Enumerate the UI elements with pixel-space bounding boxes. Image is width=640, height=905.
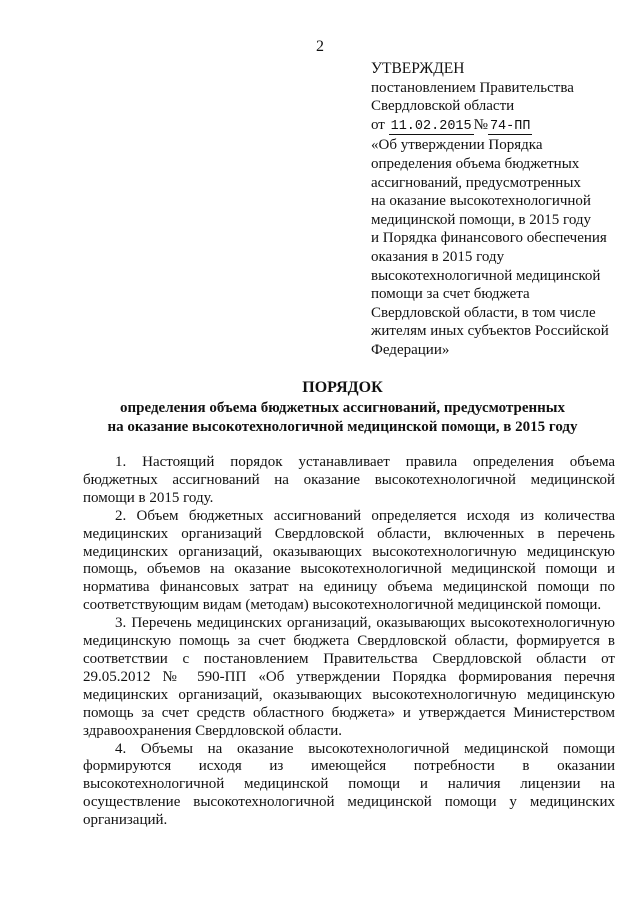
decree-title-line: ассигнований, предусмотренных	[371, 174, 581, 191]
decree-title-line: оказания в 2015 году	[371, 248, 505, 265]
decree-title	[371, 136, 616, 359]
paragraph-3: 3. Перечень медицинских организаций, оказывающих высокотехнологичную медицинскую помощь за счет бюджета Свердловской области, формируется в соответствии с постановлением Правительства Свердловской области от 29.05.2012 № 590-ПП «Об утверждении Порядка формирования перечня медицинских организаций, оказывающих высокотехнологичную медицинскую помощь за счет средств областного бюджета» и утверждается Министерством здравоохранения Свердловской области.	[83, 615, 615, 739]
decree-title-line: определения объема бюджетных	[371, 155, 580, 172]
decree-title-line: и Порядка финансового обеспечения	[371, 230, 607, 247]
approval-line-2: Свердловской области	[371, 98, 515, 115]
date-prefix: от	[371, 116, 385, 133]
approval-line-1: постановлением Правительства	[371, 79, 574, 96]
decree-title-line: помощи за счет бюджета	[371, 286, 530, 303]
decree-title-line: Свердловской области, в том числе	[371, 304, 596, 321]
subtitle-line: определения объема бюджетных ассигнований, предусмотренных	[120, 400, 565, 416]
decree-title-line: на оказание высокотехнологичной	[371, 193, 591, 210]
approval-block	[371, 60, 616, 360]
approval-date-line	[371, 116, 616, 137]
paragraph-2: 2. Объем бюджетных ассигнований определяется исходя из количества медицинских организаций Свердловской области, включенных в перечень медицинских организаций, оказывающих высокотехнологичную медицинскую помощь, объемов на оказание высокотехнологичной медицинской помощи и норматива финансовых затрат на единицу объема медицинской помощи по соответствующим видам (методам) высокотехнологичной медицинской помощи.	[83, 507, 615, 614]
decree-title-line: «Об утверждении Порядка	[371, 137, 543, 154]
subtitle-line: на оказание высокотехнологичной медицинской помощи, в 2015 году	[107, 418, 578, 435]
paragraph-1: 1. Настоящий порядок устанавливает правила определения объема бюджетных ассигнований на оказание высокотехнологичной медицинской помощи в 2015 году.	[83, 454, 615, 506]
paragraph-4: 4. Объемы на оказание высокотехнологичной медицинской помощи формируются исходя из имеющейся потребности в оказании высокотехнологичной медицинской помощи и наличия лицензии на осуществление высокотехнологичной медицинской помощи у медицинских организаций.	[83, 740, 615, 829]
decree-number: 74-ПП	[489, 118, 531, 134]
decree-title-line: жителям иных субъектов Российской	[371, 323, 609, 340]
number-prefix: №	[473, 116, 488, 133]
document-title: ПОРЯДОК	[302, 379, 383, 396]
decree-date: 11.02.2015	[390, 118, 472, 134]
decree-title-line: Федерации»	[371, 341, 450, 358]
document-body	[83, 454, 615, 830]
document-subtitle	[40, 399, 640, 436]
decree-title-line: медицинской помощи, в 2015 году	[371, 211, 592, 228]
approval-title: УТВЕРЖДЕН	[371, 60, 465, 77]
decree-title-line: высокотехнологичной медицинской	[371, 267, 601, 284]
page-number: 2	[316, 38, 324, 55]
